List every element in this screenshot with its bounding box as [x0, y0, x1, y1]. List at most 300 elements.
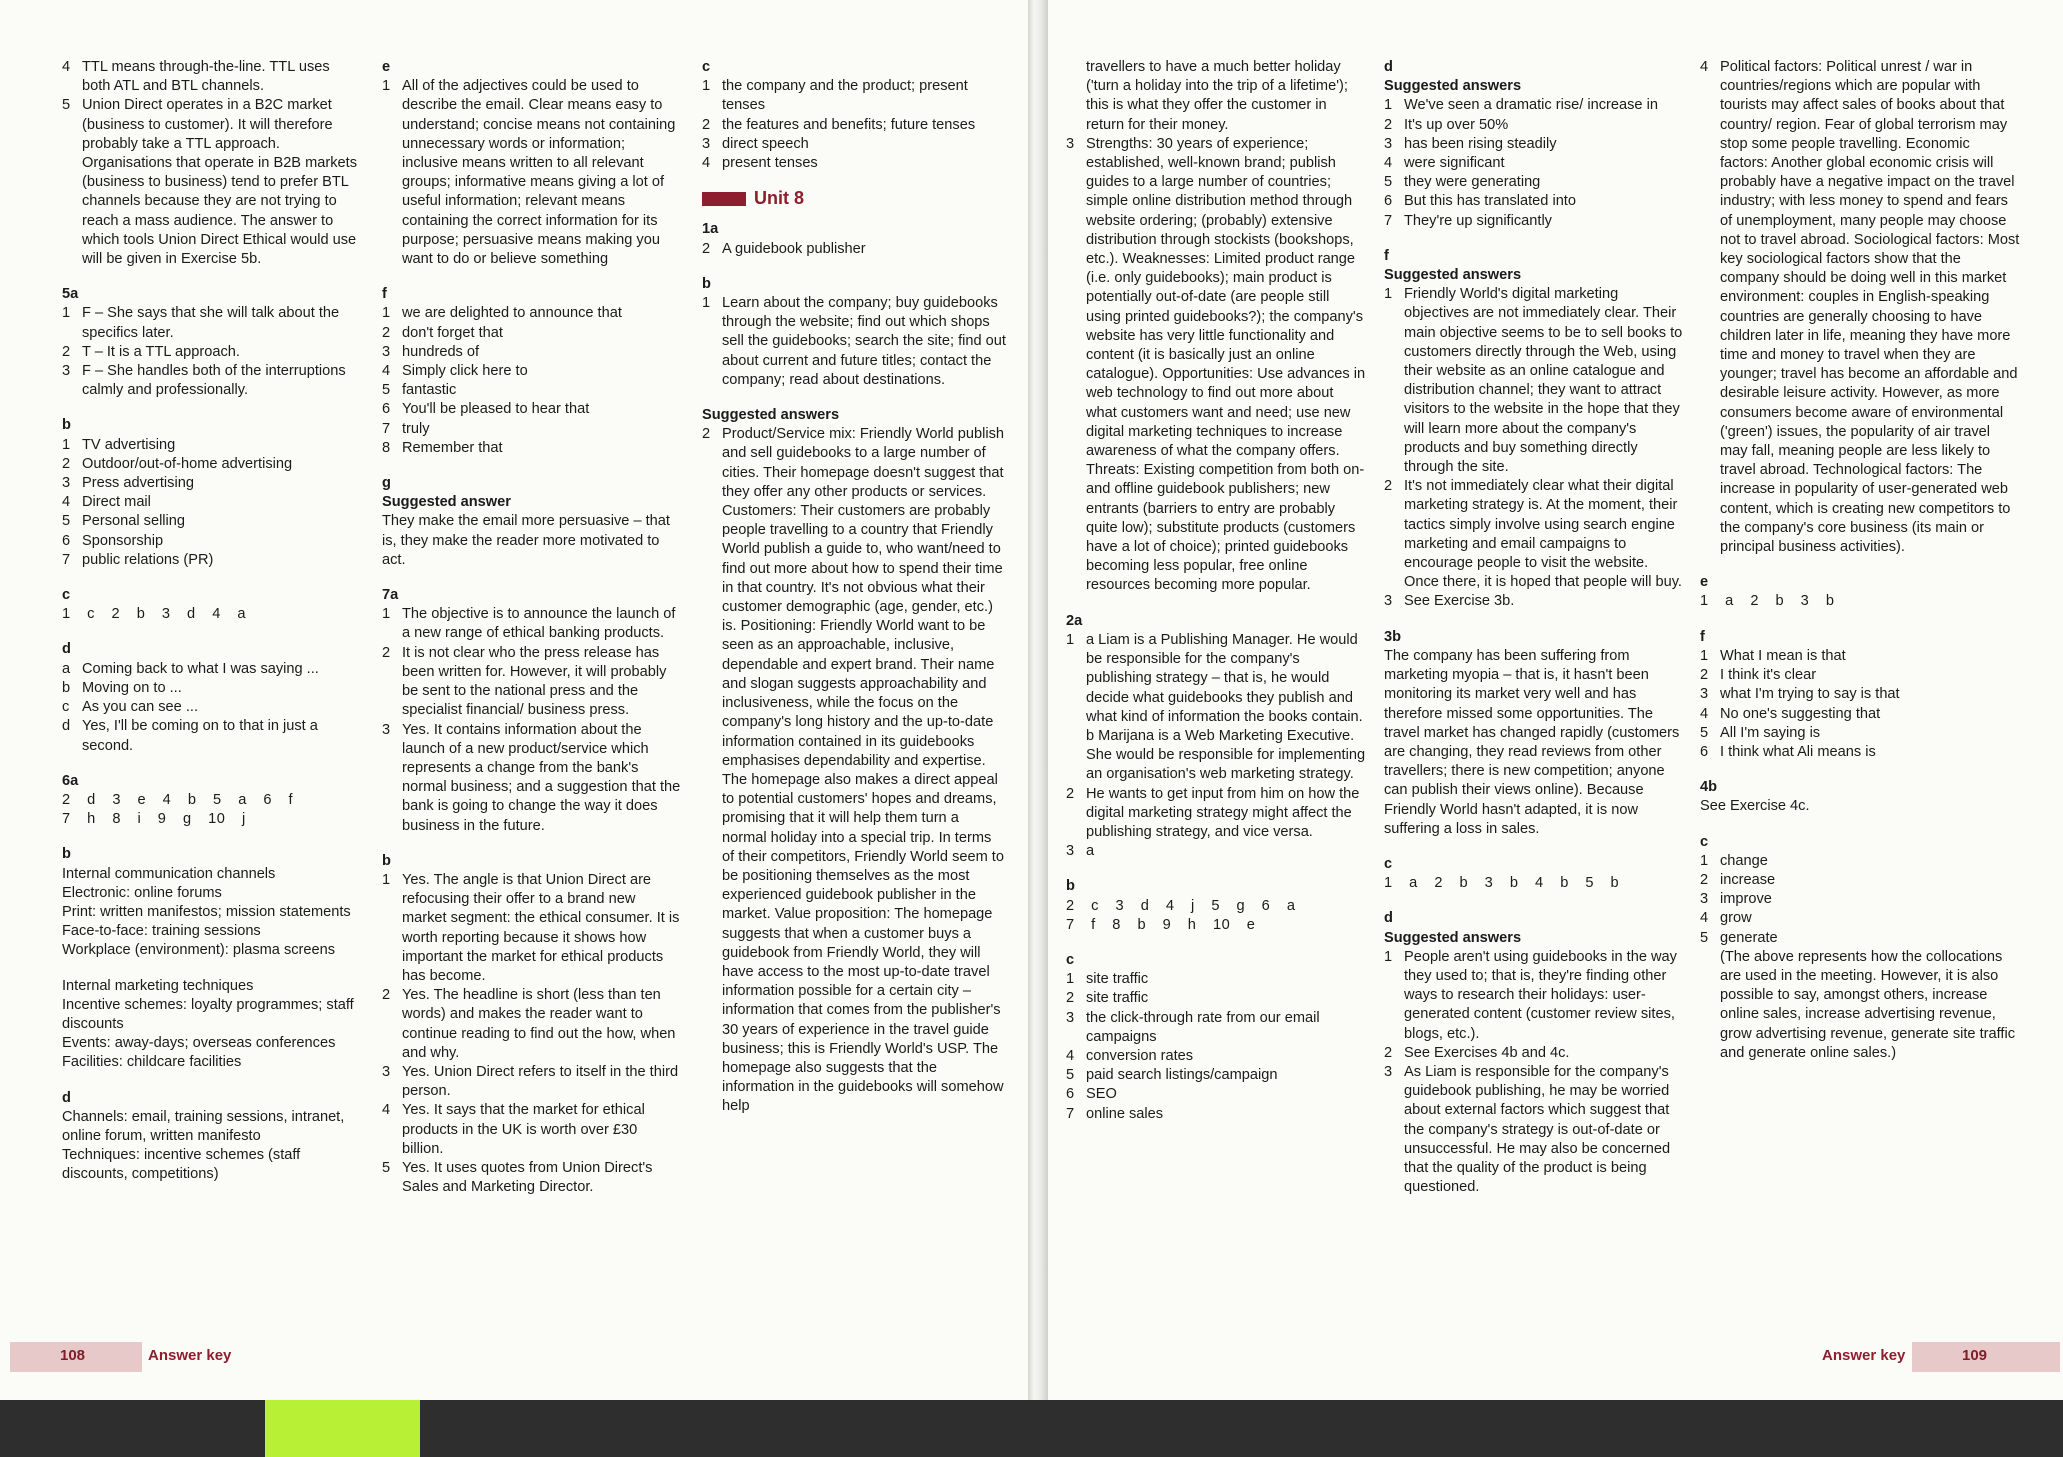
answer-number: 1 [1700, 647, 1709, 664]
exercise-heading: Suggested answers [1384, 267, 1522, 284]
answer-number: 4 [62, 59, 71, 75]
exercise-heading: 1a [702, 221, 719, 238]
answer-item [1700, 890, 2020, 909]
answer-number: 6 [382, 401, 391, 418]
answer-item [1384, 592, 1684, 611]
answer-item [382, 362, 682, 381]
answer-number: 1 [382, 305, 391, 322]
exercise-heading: 5a [62, 286, 79, 303]
answer-number: 6 [1700, 743, 1709, 760]
answer-item [1066, 1047, 1366, 1066]
answer-number: 5 [62, 513, 71, 530]
answer-number: 3 [62, 475, 71, 492]
answer-item [1700, 666, 2020, 685]
answer-item [62, 455, 362, 474]
answer-item [62, 493, 362, 512]
answer-number: c [62, 699, 70, 716]
unit-color-bar [702, 192, 746, 206]
answer-text: the features and benefits; future tenses [722, 116, 976, 133]
answer-number: 7 [1384, 212, 1393, 229]
answer-item [62, 698, 362, 717]
answer-item [702, 294, 1007, 390]
exercise-heading: b [702, 275, 711, 292]
answer-item [382, 986, 682, 1063]
answer-text: Remember that [402, 439, 503, 456]
answer-number: 4 [1700, 59, 1709, 75]
answer-item [1384, 1063, 1684, 1197]
answer-item [382, 400, 682, 419]
answer-number: b [62, 679, 71, 696]
answer-item [1700, 705, 2020, 724]
answer-item [702, 240, 1007, 259]
answer-number: 4 [1700, 910, 1709, 927]
answer-paragraph: Workplace (environment): plasma screens [62, 942, 336, 959]
answer-item [1700, 58, 2020, 557]
answer-item [1384, 477, 1684, 592]
answer-paragraph: Internal marketing techniques [62, 977, 254, 994]
answer-number: 2 [382, 987, 391, 1004]
exercise-heading: d [62, 641, 71, 658]
answer-item [62, 679, 362, 698]
answer-text: It is not clear who the press release has been written for. However, it will probably be sent to the national press and the specialist financial/ business press. [402, 644, 667, 719]
answer-number: 7 [62, 551, 71, 568]
answer-item [1700, 685, 2020, 704]
answer-number: 1 [62, 436, 71, 453]
footer-label-left: Answer key [148, 1347, 232, 1364]
answer-text: A guidebook publisher [722, 240, 866, 257]
answer-number: 1 [1700, 852, 1709, 869]
answer-item [1384, 135, 1684, 154]
answer-item [1700, 909, 2020, 928]
answer-text: the click-through rate from our email campaigns [1086, 1009, 1320, 1045]
answer-text: People aren't using guidebooks in the way they used to; that is, they're finding other ways to research their holidays: user-generated content (customer review sites, blogs, etc.). [1404, 948, 1677, 1042]
answer-number: 3 [1384, 1063, 1393, 1080]
answer-item [1066, 631, 1366, 727]
answer-item [1066, 970, 1366, 989]
sticky-marker [265, 1400, 420, 1457]
exercise-heading: c [1700, 833, 1709, 850]
answer-item [382, 439, 682, 458]
answer-item [1066, 1085, 1366, 1104]
answer-number [1700, 948, 1720, 1063]
answer-number: 5 [62, 97, 71, 114]
exercise-heading: 4b [1700, 779, 1718, 796]
answer-item [382, 721, 682, 836]
answer-number: 1 [702, 295, 711, 312]
answer-text: Press advertising [82, 475, 194, 492]
answer-number: 1 [1384, 948, 1393, 965]
answer-number: d [62, 718, 71, 735]
answer-item [382, 343, 682, 362]
answer-text: T – It is a TTL approach. [82, 343, 240, 360]
exercise-heading: c [1384, 855, 1393, 872]
answer-item [62, 58, 362, 96]
answer-number: 2 [1700, 871, 1709, 888]
answer-text: Personal selling [82, 513, 186, 530]
answer-item [702, 425, 1007, 1116]
answer-number: 2 [702, 240, 711, 257]
answer-text: were significant [1404, 155, 1505, 172]
answer-number: 1 [1066, 971, 1075, 988]
unit-title: Unit 8 [754, 188, 805, 209]
answer-number: 3 [382, 721, 391, 738]
answer-text: It's not immediately clear what their digital marketing strategy is. At the moment, their tactics simply involve using search engine marketing and email campaigns to encourage people to visit the website. Once there, it is hoped that people will buy. [1404, 478, 1682, 591]
exercise-heading: Suggested answers [1384, 929, 1522, 946]
answer-text: He wants to get input from him on how the digital marketing strategy might affect the publishing strategy, and vice versa. [1086, 785, 1360, 840]
answer-item [1700, 871, 2020, 890]
exercise-heading: d [62, 1089, 71, 1106]
answer-text: Learn about the company; buy guidebooks through the website; find out which shops sell the guidebooks; search the site; find out about current and future titles; contact the company; read about destinations. [722, 295, 1006, 388]
answer-item [382, 420, 682, 439]
answer-text: what I'm trying to say is that [1720, 686, 1900, 703]
answer-number: 4 [62, 494, 71, 511]
answer-text: change [1720, 852, 1768, 869]
answer-number: 1 [1066, 631, 1075, 648]
answer-text: F – She says that she will talk about the specifics later. [82, 305, 340, 341]
answer-paragraph: Events: away-days; overseas conferences [62, 1035, 336, 1052]
answer-number: 4 [1700, 705, 1709, 722]
answer-item [1066, 842, 1366, 861]
answer-item [382, 644, 682, 721]
answer-text: But this has translated into [1404, 193, 1576, 210]
answer-text: they were generating [1404, 174, 1541, 191]
answer-text: paid search listings/campaign [1086, 1067, 1278, 1084]
answer-text: Friendly World's digital marketing objectives are not immediately clear. Their main objective seems to be to sell books to customers directly through the Web, using their website as an online catalogue and distribution channel; they want to attract visitors to the website in the hope that they will learn more about the company's products and buy something directly through the site. [1404, 286, 1683, 476]
answer-text: See Exercise 3b. [1404, 593, 1515, 610]
answer-text: we are delighted to announce that [402, 305, 622, 322]
answer-number: 2 [702, 426, 711, 443]
answer-item [1066, 1009, 1366, 1047]
answer-paragraph: Electronic: online forums [62, 884, 222, 901]
answer-number: 5 [1066, 1067, 1075, 1084]
answer-text: Moving on to ... [82, 679, 182, 696]
answer-number: 1 [1384, 286, 1393, 303]
answer-item [62, 512, 362, 531]
answer-number: 4 [702, 155, 711, 172]
answer-text: online sales [1086, 1105, 1164, 1122]
answer-text: present tenses [722, 155, 818, 172]
answer-paragraph: Print: written manifestos; mission statements [62, 903, 351, 920]
answer-sequence: 2 d 3 e 4 b 5 a 6 f [62, 791, 294, 808]
answer-item [1384, 1044, 1684, 1063]
page-number-left: 108 [60, 1347, 86, 1364]
answer-text: TTL means through-the-line. TTL uses both ATL and BTL channels. [82, 59, 330, 95]
answer-text: don't forget that [402, 324, 503, 341]
answer-number: 2 [702, 116, 711, 133]
answer-item [62, 717, 362, 755]
answer-text: a Liam is a Publishing Manager. He would be responsible for the company's publishing strategy – that is, he would decide what guidebooks they publish and what kind of information the books contain. [1086, 631, 1363, 725]
answer-text: site traffic [1086, 990, 1149, 1007]
answer-text: generate [1720, 929, 1778, 946]
answer-text: Simply click here to [402, 363, 528, 380]
column-5 [1384, 58, 1684, 1197]
answer-text: Yes. Union Direct refers to itself in the third person. [402, 1063, 679, 1100]
answer-number: 2 [1384, 1044, 1393, 1061]
answer-number: 2 [382, 324, 391, 341]
answer-paragraph: Face-to-face: training sessions [62, 923, 261, 940]
answer-text: You'll be pleased to hear that [402, 401, 590, 418]
answer-paragraph: Facilities: childcare facilities [62, 1054, 242, 1071]
answer-text: TV advertising [82, 436, 176, 453]
answer-text: As Liam is responsible for the company's guidebook publishing, he may be worried about external factors which suggest that the company's strategy is out-of-date or unsuccessful. He may also be concerned that the quality of the product is being questioned. [1404, 1063, 1671, 1196]
answer-number: 3 [1700, 686, 1709, 703]
answer-item [1700, 724, 2020, 743]
answer-number: 6 [1384, 193, 1393, 210]
answer-item [1700, 929, 2020, 948]
answer-item [62, 436, 362, 455]
answer-item [62, 362, 362, 400]
exercise-heading: c [702, 59, 711, 75]
answer-text: b Marijana is a Web Marketing Executive. She would be responsible for implementing an organisation's web marketing strategy. [1086, 727, 1366, 783]
answer-paragraph: Incentive schemes: loyalty programmes; staff discounts [62, 996, 354, 1032]
answer-item [62, 551, 362, 570]
answer-number: 3 [1066, 1009, 1075, 1026]
answer-text: increase [1720, 871, 1776, 888]
answer-number: 5 [1384, 174, 1393, 191]
answer-sequence: 2 c 3 d 4 j 5 g 6 a [1066, 897, 1296, 914]
answer-text: See Exercises 4b and 4c. [1404, 1044, 1570, 1061]
answer-number: 3 [62, 363, 71, 380]
answer-number: 2 [1700, 667, 1709, 684]
answer-number: 4 [1384, 155, 1393, 172]
exercise-heading: Suggested answers [1384, 78, 1522, 95]
exercise-heading: e [1700, 574, 1709, 591]
answer-text: Outdoor/out-of-home advertising [82, 455, 293, 472]
exercise-heading: 7a [382, 587, 399, 604]
answer-item [1066, 1105, 1366, 1124]
answer-text: Yes. The angle is that Union Direct are refocusing their offer to a brand new market segment: the ethical consumer. It is worth reporting because it shows how important the market for ethical products has become. [402, 871, 680, 984]
answer-number: 1 [382, 606, 391, 623]
answer-item [62, 474, 362, 493]
answer-text: Direct mail [82, 494, 151, 511]
answer-text: Product/Service mix: Friendly World publish and sell guidebooks to a large number of cities. Their homepage doesn't suggest that they offer any other products or services. Customers: Their customers are probably people travelling to a country that Friendly World publish a guide to, who want/need to find out more about how to spend their time in that country. It's not obvious what their customer demographic (age, gender, etc.) is. Positioning: Friendly World want to be seen as an approachable, inclusive, dependable and expert brand. Their name and slogan suggests approachability and inclusiveness, while the focus on the company's long history and the up-to-date information contained in its guidebooks emphasises dependability and expertise. The homepage also makes a direct appeal to potential customers' hopes and dreams, promising that it will help them turn a normal holiday into a special trip. In terms of their competitors, Friendly World seem to be positioning themselves as the most experienced guidebook publisher in the market. Value proposition: The homepage suggests that when a customer buys a guidebook from Friendly World, they will have access to the most up-to-date travel information possible for a certain city – information that comes from the publisher's 30 years of experience in the travel guide business; this is Friendly World's USP. The homepage also suggests that the information in the guidebooks will somehow help [722, 426, 1004, 1115]
answer-item [702, 77, 1007, 115]
answer-paragraph: Channels: email, training sessions, intranet, online forum, written manifesto [62, 1108, 345, 1144]
answer-item [702, 154, 1007, 173]
book-gutter [1028, 0, 1048, 1400]
answer-item [1384, 212, 1684, 231]
answer-text: hundreds of [402, 343, 480, 360]
answer-item [382, 324, 682, 343]
answer-item [1384, 173, 1684, 192]
answer-number: 1 [62, 305, 71, 322]
answer-text: truly [402, 420, 430, 437]
answer-number: a [62, 660, 71, 677]
exercise-heading: b [62, 417, 71, 434]
unit-heading [702, 189, 1007, 208]
answer-number [1066, 727, 1086, 785]
answer-text: F – She handles both of the interruptions calmly and professionally. [82, 363, 346, 399]
answer-text: travellers to have a much better holiday ('turn a holiday into the trip of a lifetime'); this is what they offer the customer in return for their money. [1086, 59, 1348, 133]
answer-text: Yes. The headline is short (less than ten words) and makes the reader want to continue reading to find out the how, when and why. [402, 987, 676, 1061]
column-4 [1066, 58, 1366, 1124]
answer-number: 2 [1384, 116, 1393, 133]
answer-item [62, 343, 362, 362]
answer-text: Coming back to what I was saying ... [82, 660, 319, 677]
answer-item [382, 77, 682, 269]
right-page [1048, 0, 2063, 1400]
answer-number: 5 [1700, 724, 1709, 741]
answer-text: Yes. It says that the market for ethical products in the UK is worth over £30 billion. [402, 1102, 645, 1157]
answer-item [1700, 647, 2020, 666]
answer-number: 2 [62, 455, 71, 472]
answer-text: Yes, I'll be coming on to that in just a second. [82, 718, 318, 754]
answer-item [62, 660, 362, 679]
answer-text: fantastic [402, 382, 457, 399]
answer-number: 5 [382, 1159, 391, 1176]
exercise-heading: b [382, 852, 391, 869]
answer-number: 8 [382, 439, 391, 456]
answer-sequence: 1 a 2 b 3 b [1700, 593, 1835, 610]
answer-item [1384, 192, 1684, 211]
answer-item [382, 1159, 682, 1197]
answer-text: improve [1720, 891, 1772, 908]
answer-item [1384, 948, 1684, 1044]
answer-sequence: 7 f 8 b 9 h 10 e [1066, 916, 1256, 933]
exercise-heading: Suggested answers [702, 407, 840, 424]
answer-item [382, 871, 682, 986]
answer-text: No one's suggesting that [1720, 705, 1881, 722]
answer-item [1384, 96, 1684, 115]
answer-number: 3 [702, 135, 711, 152]
answer-number: 5 [1700, 929, 1709, 946]
answer-item [1384, 285, 1684, 477]
column-3 [702, 58, 1007, 1117]
answer-text: public relations (PR) [82, 551, 214, 568]
answer-sequence: 1 c 2 b 3 d 4 a [62, 606, 246, 623]
answer-text: has been rising steadily [1404, 135, 1557, 152]
answer-number: 5 [382, 382, 391, 399]
answer-item [62, 532, 362, 551]
exercise-heading: 6a [62, 772, 79, 789]
exercise-heading: b [1066, 878, 1075, 895]
exercise-heading: f [1700, 628, 1705, 645]
exercise-heading: 3b [1384, 628, 1402, 645]
answer-number: 2 [1066, 990, 1075, 1007]
answer-paragraph: Internal communication channels [62, 865, 276, 882]
answer-item [1700, 743, 2020, 762]
answer-text: Sponsorship [82, 532, 164, 549]
answer-item [1066, 785, 1366, 843]
answer-item [382, 1101, 682, 1159]
answer-item [702, 135, 1007, 154]
answer-item [1066, 58, 1366, 135]
answer-sequence: 7 h 8 i 9 g 10 j [62, 811, 246, 828]
answer-number: 7 [382, 420, 391, 437]
answer-text: I think what Ali means is [1720, 743, 1876, 760]
answer-item [382, 304, 682, 323]
answer-number [1066, 58, 1086, 135]
answer-paragraph: They make the email more persuasive – that is, they make the reader more motivated to act. [382, 513, 670, 568]
answer-number: 4 [382, 1102, 391, 1119]
answer-text: We've seen a dramatic rise/ increase in [1404, 97, 1658, 114]
exercise-heading: c [1066, 951, 1075, 968]
answer-number: 4 [382, 363, 391, 380]
answer-text: I think it's clear [1720, 667, 1817, 684]
answer-number: 6 [1066, 1086, 1075, 1103]
answer-item [1066, 1066, 1366, 1085]
answer-text: Yes. It uses quotes from Union Direct's Sales and Marketing Director. [402, 1159, 653, 1196]
exercise-heading: 2a [1066, 612, 1083, 629]
answer-number: 2 [1066, 785, 1075, 802]
answer-text: a [1086, 843, 1095, 860]
answer-item [382, 381, 682, 400]
answer-number: 3 [1700, 891, 1709, 908]
answer-number: 1 [1384, 97, 1393, 114]
answer-item [1384, 154, 1684, 173]
answer-text: conversion rates [1086, 1047, 1194, 1064]
answer-text: the company and the product; present tenses [722, 78, 968, 114]
answer-text: They're up significantly [1404, 212, 1552, 229]
exercise-heading: b [62, 846, 71, 863]
answer-text: Strengths: 30 years of experience; established, well-known brand; publish guides to a large number of countries; simple online distribution method through website ordering; (probably) extensive distribution through stockists (bookshops, etc.). Weaknesses: Limited product range (i.e. only guidebooks); main product is potentially out-of-date (are people still using printed guidebooks?); the company's website has very little functionality and content (it is basically just an online catalogue). Opportunities: Use advances in web technology to find out more about what customers want and need; use new digital marketing techniques to increase awareness of what the company offers. Threats: Existing competition from both on- and offline guidebook publishers; new entrants (barriers to entry are probably quite low); substitute products (customers have a lot of choice); printed guidebooks becoming less popular, free online resources becoming more popular. [1086, 135, 1366, 594]
answer-item [1384, 116, 1684, 135]
answer-item [62, 304, 362, 342]
answer-number: 2 [1384, 478, 1393, 495]
answer-number: 7 [1066, 1105, 1075, 1122]
answer-text: (The above represents how the collocations are used in the meeting. However, it is also possible to say, amongst others, increase online sales, increase advertising revenue, grow advertising revenue, generate site traffic and generate online sales.) [1720, 948, 2016, 1061]
answer-item [1700, 852, 2020, 871]
exercise-heading: d [1384, 910, 1393, 927]
answer-number: 3 [382, 343, 391, 360]
column-2 [382, 58, 682, 1197]
answer-number: 4 [1066, 1047, 1075, 1064]
exercise-heading: c [62, 587, 71, 604]
answer-text: grow [1720, 910, 1752, 927]
answer-text: What I mean is that [1720, 647, 1846, 664]
answer-text: It's up over 50% [1404, 116, 1509, 133]
answer-number: 6 [62, 532, 71, 549]
column-6 [1700, 58, 2020, 1063]
footer-label-right: Answer key [1822, 1347, 1906, 1364]
answer-item [702, 116, 1007, 135]
answer-text: All of the adjectives could be used to describe the email. Clear means easy to understand; concise means not containing unnecessary words or information; inclusive means written to all relevant groups; informative means giving a lot of useful information; relevant means containing the correct information for its purpose; persuasive means making you want to do or believe something [402, 78, 676, 268]
column-1 [62, 58, 362, 1185]
answer-text: The objective is to announce the launch of a new range of ethical banking products. [402, 606, 676, 642]
answer-text: Yes. It contains information about the launch of a new product/service which represents a change from the bank's normal business; and a suggestion that the bank is going to change the way it does business in the future. [402, 721, 681, 834]
answer-number: 2 [62, 343, 71, 360]
answer-text: direct speech [722, 135, 809, 152]
answer-item [1700, 948, 2020, 1063]
answer-text: All I'm saying is [1720, 724, 1821, 741]
exercise-heading: e [382, 59, 391, 75]
answer-item [382, 605, 682, 643]
answer-item [1066, 989, 1366, 1008]
answer-number: 2 [382, 644, 391, 661]
answer-paragraph: Techniques: incentive schemes (staff discounts, competitions) [62, 1147, 301, 1183]
exercise-heading: f [382, 286, 387, 303]
answer-number: 3 [1066, 135, 1075, 152]
answer-item [1066, 135, 1366, 596]
answer-text: Union Direct operates in a B2C market (business to customer). It will therefore probably take a TTL approach. Organisations that operate in B2B markets (business to business) tend to prefer BTL channels because they are not trying to reach a mass audience. The answer to which tools Union Direct Ethical would use will be given in Exercise 5b. [82, 97, 357, 268]
answer-text: Political factors: Political unrest / war in countries/regions which are popular with tourists may affect sales of books about that country/ region. Fear of global terrorism may stop some people travelling. Economic factors: Another global economic crisis will probably have a negative impact on the travel industry; with less money to spend and fears of unemployment, many people may choose not to travel abroad. Sociological factors: Most key sociological factors show that the company should be doing well in this market environment: couples in English-speaking countries are generally choosing to have children later in life, meaning they have more time and money to travel when they are younger; travel has become an affordable and desirable leisure activity. However, as more consumers become aware of environmental ('green') issues, the popularity of air travel may fall, meaning people are less likely to travel abroad. Technological factors: The increase in popularity of user-generated web content, which is creating new competitors to the company's core business (its main or principal business activities). [1720, 59, 2020, 556]
answer-number: 1 [702, 78, 711, 95]
answer-number: 3 [1066, 843, 1075, 860]
left-page [0, 0, 1028, 1400]
answer-item [62, 96, 362, 269]
exercise-heading: g [382, 475, 391, 492]
exercise-heading: Suggested answer [382, 494, 511, 511]
answer-text: site traffic [1086, 971, 1149, 988]
answer-text: As you can see ... [82, 699, 199, 716]
answer-number: 3 [1384, 135, 1393, 152]
answer-number: 3 [382, 1063, 391, 1080]
answer-paragraph: See Exercise 4c. [1700, 798, 1810, 815]
answer-item [382, 1063, 682, 1101]
page-number-right: 109 [1962, 1347, 1988, 1364]
answer-text: SEO [1086, 1086, 1117, 1103]
exercise-heading: d [1384, 59, 1393, 75]
